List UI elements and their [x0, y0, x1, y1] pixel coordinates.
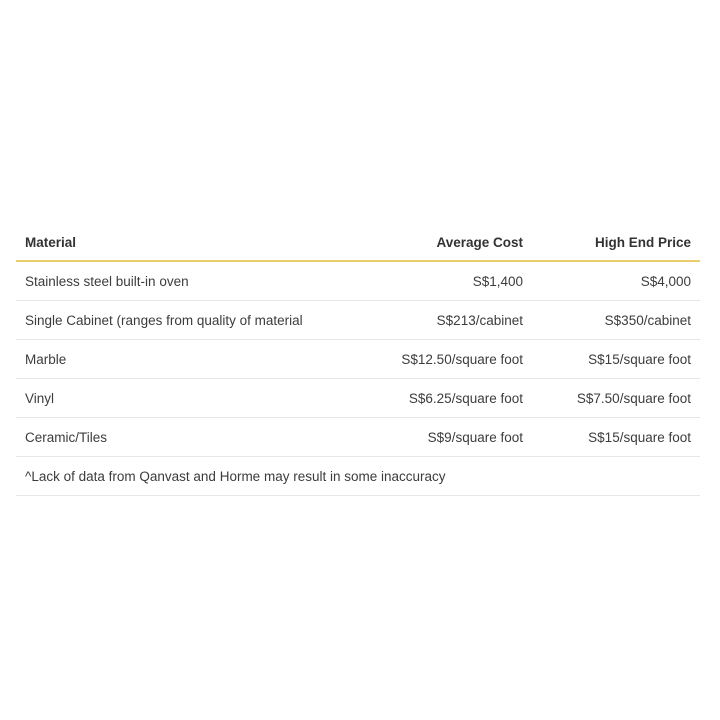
footnote: ^Lack of data from Qanvast and Horme may result in some inaccuracy [16, 457, 700, 496]
cost-table-container [16, 224, 700, 496]
table-row [16, 379, 700, 418]
cell-material: Marble [16, 340, 314, 379]
header-high-end-price: High End Price [532, 224, 700, 261]
cell-material: Stainless steel built-in oven [16, 261, 314, 301]
table-row [16, 301, 700, 340]
cell-material: Vinyl [16, 379, 314, 418]
header-material: Material [16, 224, 314, 261]
cell-average-cost: S$9/square foot [314, 418, 532, 457]
cell-high-end-price: S$4,000 [532, 261, 700, 301]
header-average-cost: Average Cost [314, 224, 532, 261]
table-header [16, 224, 700, 261]
table-row [16, 261, 700, 301]
cell-average-cost: S$213/cabinet [314, 301, 532, 340]
table-body [16, 261, 700, 496]
cell-average-cost: S$12.50/square foot [314, 340, 532, 379]
cell-material: Ceramic/Tiles [16, 418, 314, 457]
table-row [16, 340, 700, 379]
cell-high-end-price: S$350/cabinet [532, 301, 700, 340]
footnote-row [16, 457, 700, 496]
cell-high-end-price: S$15/square foot [532, 418, 700, 457]
cell-average-cost: S$1,400 [314, 261, 532, 301]
cell-average-cost: S$6.25/square foot [314, 379, 532, 418]
cell-high-end-price: S$15/square foot [532, 340, 700, 379]
table-row [16, 418, 700, 457]
material-cost-table [16, 224, 700, 496]
cell-high-end-price: S$7.50/square foot [532, 379, 700, 418]
cell-material: Single Cabinet (ranges from quality of material [16, 301, 314, 340]
header-row [16, 224, 700, 261]
